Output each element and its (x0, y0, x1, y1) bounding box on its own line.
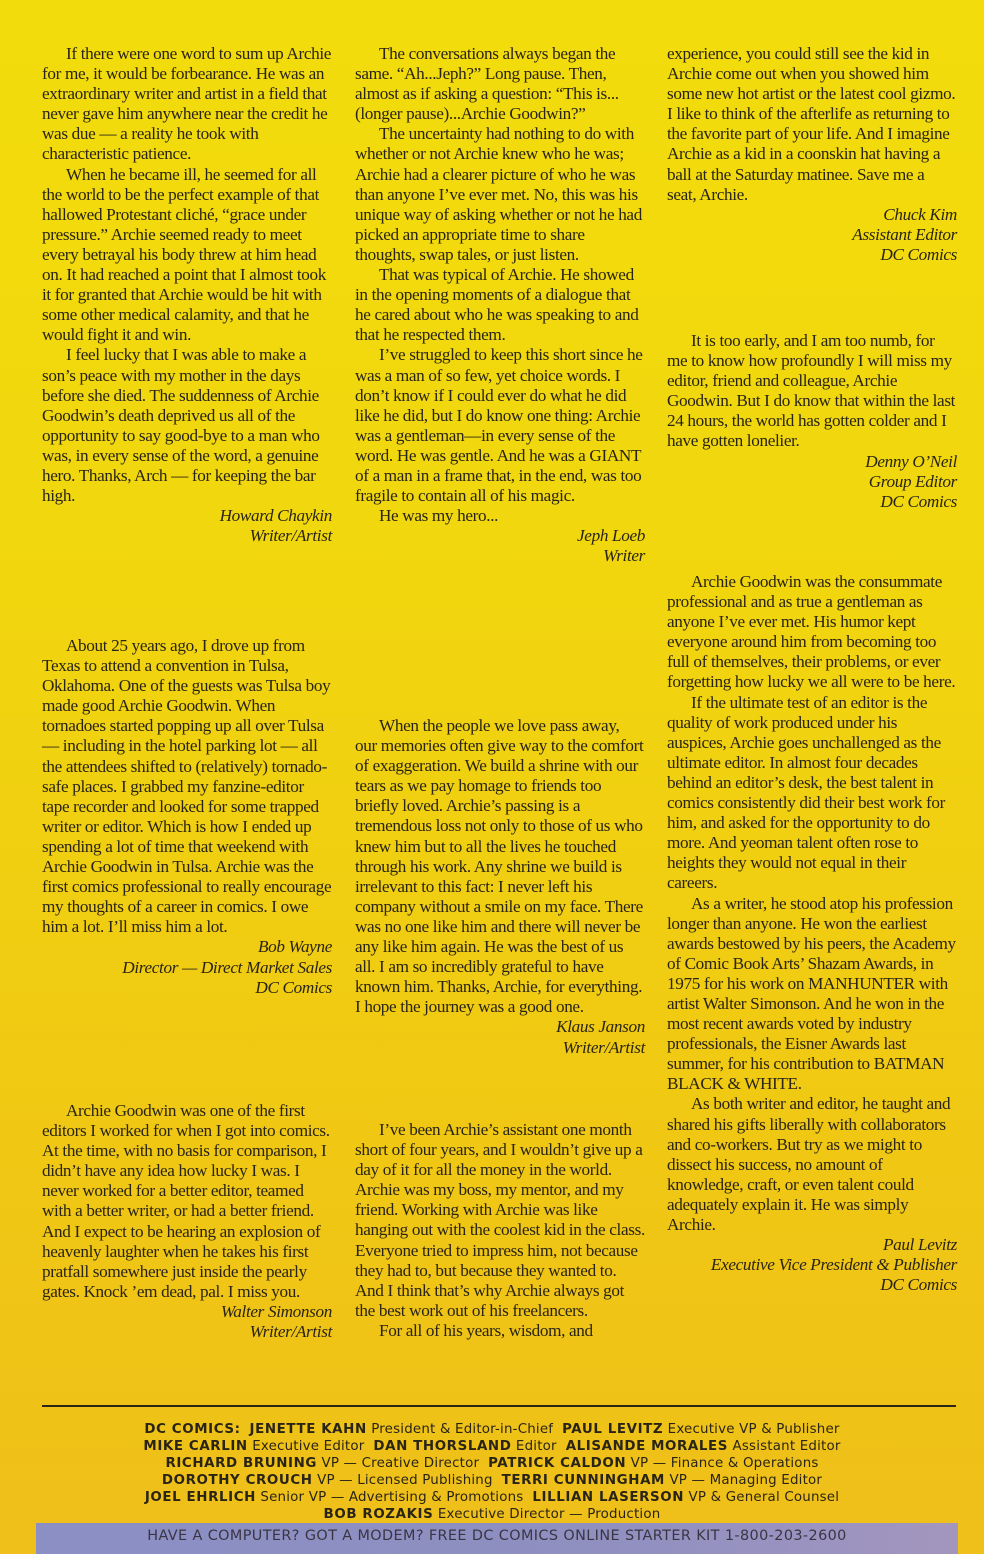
tribute-klaus-janson (355, 716, 645, 1058)
masthead-title: Executive VP & Publisher (667, 1422, 840, 1437)
paragraph: When he became ill, he seemed for all the world to be the perfect example of that hallowed Protestant cliché, “grace under pressure.” Archie seemed ready to meet every betrayal his body threw at him head on. It had reached a point that I almost took it for granted that Archie would be hit with some other medical calamity, and that he would fight it and win. (42, 164, 326, 345)
tribute-howard-chaykin (42, 44, 332, 546)
masthead-name: LILLIAN LASERSON (532, 1490, 685, 1505)
masthead-name: JOEL EHRLICH (144, 1490, 256, 1505)
paragraph: As a writer, he stood atop his profession longer than anyone. He won the earliest awards bestowed by his peers, the Academy of Comic Book Arts’ Shazam Awards, in 1975 for his work on MANHUNTER with artist Walter Simonson. And he won in the most recent awards voted by industry professionals, the Eisner Awards last summer, for his contribution to BATMAN BLACK & WHITE. (667, 893, 956, 1094)
paragraph: That was typical of Archie. He showed in the opening moments of a dialogue that he cared about who he was speaking to and that he respected them. (355, 265, 639, 345)
signature-title: Writer (603, 546, 645, 566)
masthead-name: JENETTE KAHN (249, 1422, 367, 1437)
paragraph: If there were one word to sum up Archie for me, it would be forbearance. He was an extraordinary writer and artist in a field that never gave him anywhere near the credit he was due — a reality he took with characteristic patience. (42, 44, 332, 164)
masthead-title: VP — Licensed Publishing (317, 1473, 493, 1488)
signature-title: Writer/Artist (562, 1037, 645, 1057)
masthead-title: President & Editor-in-Chief (371, 1422, 554, 1437)
masthead-title: VP — Managing Editor (669, 1473, 823, 1488)
divider-rule (42, 1405, 956, 1407)
signature-name: Klaus Janson (556, 1017, 645, 1037)
signature (42, 1302, 332, 1342)
masthead-title: Senior VP — Advertising & Promotions (260, 1490, 524, 1505)
signature-name: Walter Simonson (220, 1301, 332, 1321)
paragraph: When the people we love pass away, our memories often give way to the comfort of exaggeration. We build a shrine with our tears as we pay homage to friends too briefly loved. Archie’s passing is a tremendous loss not only to those of us who knew him but to all the lives he touched through his work. Any shrine we build is irrelevant to this fact: I never left his company without a smile on my face. There was no one like him and there will never be any like him again. He was the best of us all. I am so incredibly grateful to have known him. Thanks, Archie, for everything. I hope the journey was a good one. (355, 716, 644, 1017)
signature-name: Jeph Loeb (577, 526, 645, 546)
promo-text: HAVE A COMPUTER? GOT A MODEM? FREE DC COMICS ONLINE STARTER KIT 1-800-203-2600 (147, 1528, 847, 1544)
tribute-walter-simonson (42, 1101, 332, 1342)
masthead-name: RICHARD BRUNING (165, 1456, 317, 1471)
masthead-line-1 (0, 1421, 984, 1438)
promo-band (36, 1523, 958, 1554)
masthead (0, 1421, 984, 1523)
masthead-name: DAN THORSLAND (373, 1439, 512, 1454)
signature (667, 205, 957, 265)
masthead-title: Executive Director — Production (437, 1507, 661, 1522)
masthead-name: PATRICK CALDON (488, 1456, 627, 1471)
masthead-line-4 (0, 1472, 984, 1489)
tribute-chuck-kim-part-1 (355, 1120, 645, 1341)
masthead-title: Assistant Editor (732, 1439, 841, 1454)
tribute-bob-wayne (42, 636, 332, 998)
signature-title: Director — Direct Market Sales (122, 957, 332, 977)
masthead-title: Executive Editor (252, 1439, 365, 1454)
paragraph: The uncertainty had nothing to do with whether or not Archie knew who he was; Archie had a clearer picture of who he was than anyone I’ve ever met. No, this was his unique way of asking whether or not he had picked an appropriate time to share thoughts, swap tales, or just listen. (355, 124, 642, 264)
signature (42, 937, 332, 997)
signature-name: Howard Chaykin (219, 506, 332, 526)
signature-company: DC Comics (880, 491, 957, 511)
signature-name: Bob Wayne (257, 937, 332, 957)
signature (42, 506, 332, 546)
paragraph: The conversations always began the same. “Ah...Jeph?” Long pause. Then, almost as if asking a question: “This is...(longer pause)...Archie Goodwin?” (355, 44, 619, 124)
masthead-title: VP — Creative Director (321, 1456, 480, 1471)
signature-name: Denny O’Neil (865, 451, 957, 471)
tribute-denny-oneil (667, 331, 957, 512)
masthead-title: VP — Finance & Operations (630, 1456, 819, 1471)
masthead-name: PAUL LEVITZ (562, 1422, 664, 1437)
masthead-title: Editor (515, 1439, 557, 1454)
paragraph: Archie Goodwin was the consummate professional and as true a gentleman as anyone I’ve ever met. His humor kept everyone around him from becoming too full of themselves, their problems, or ever forgetting how lucky we all were to be here. (667, 572, 956, 692)
paragraph: If the ultimate test of an editor is the quality of work produced under his auspices, Archie goes unchallenged as the ultimate editor. In almost four decades behind an editor’s desk, the best talent in comics consistently did their best work for him, and asked for the opportunity to do more. And yeoman talent often rose to heights they would not equal in their careers. (667, 692, 946, 893)
signature-company: DC Comics (255, 977, 332, 997)
masthead-name: BOB ROZAKIS (323, 1507, 434, 1522)
paragraph: It is too early, and I am too numb, for me to know how profoundly I will miss my editor, friend and colleague, Archie Goodwin. But I do know that within the last 24 hours, the world has gotten colder and I have gotten lonelier. (667, 331, 956, 451)
signature-name: Chuck Kim (883, 204, 957, 224)
paragraph: I’ve struggled to keep this short since he was a man of so few, yet choice words. I don’t know if I could ever do what he did like he did, but I do know one thing: Archie was a gentleman—in every sense of the word. He was gentle. And he was a GIANT of a man in a frame that, in the end, was too fragile to contain all of his magic. (355, 345, 643, 506)
masthead-line-6 (0, 1506, 984, 1523)
signature (667, 1235, 957, 1295)
signature-title: Writer/Artist (249, 1322, 332, 1342)
tribute-paul-levitz (667, 572, 957, 1295)
signature (355, 1017, 645, 1057)
tribute-chuck-kim-part-2 (667, 44, 957, 265)
paragraph: I feel lucky that I was able to make a son’s peace with my mother in the days before she died. The suddenness of Archie Goodwin’s death deprived us all of the opportunity to say good-bye to a man who was, in every sense of the word, a genuine hero. Thanks, Arch — for keeping the bar high. (42, 345, 320, 506)
paragraph: Archie Goodwin was one of the first editors I worked for when I got into comics. At the time, with no basis for comparison, I didn’t have any idea how lucky I was. I never worked for a better editor, teamed with a better writer, or had a better friend. And I expect to be hearing an explosion of heavenly laughter when he takes his first pratfall somewhere just inside the pearly gates. Knock ’em dead, pal. I miss you. (42, 1101, 330, 1301)
paragraph: He was my hero... (379, 506, 499, 526)
masthead-title: VP & General Counsel (688, 1490, 840, 1505)
paragraph: About 25 years ago, I drove up from Texas to attend a convention in Tulsa, Oklahoma. One of the guests was Tulsa boy made good Archie Goodwin. When tornadoes started popping up all over Tulsa — including in the hotel parking lot — all the attendees shifted to (relatively) tornado-safe places. I grabbed my fanzine-editor tape recorder and looked for some trapped writer or editor. Which is how I ended up spending a lot of time that weekend with Archie Goodwin in Tulsa. Archie was the first comics professional to really encourage my thoughts of a career in comics. I owe him a lot. I’ll miss him a lot. (42, 636, 332, 937)
masthead-line-3 (0, 1455, 984, 1472)
tribute-columns (42, 44, 957, 1384)
tribute-jeph-loeb (355, 44, 645, 566)
signature-name: Paul Levitz (883, 1235, 957, 1255)
signature-title: Assistant Editor (852, 224, 957, 244)
masthead-name: MIKE CARLIN (143, 1439, 248, 1454)
masthead-name: DOROTHY CROUCH (161, 1473, 313, 1488)
masthead-name: TERRI CUNNINGHAM (501, 1473, 665, 1488)
signature-title: Group Editor (868, 471, 957, 491)
signature-title: Executive Vice President & Publisher (710, 1255, 957, 1275)
masthead-name: ALISANDE MORALES (565, 1439, 729, 1454)
signature-title: Writer/Artist (249, 526, 332, 546)
paragraph: For all of his years, wisdom, and (379, 1320, 593, 1340)
masthead-name: DC COMICS: (144, 1422, 241, 1437)
signature (667, 452, 957, 512)
signature-company: DC Comics (880, 244, 957, 264)
paragraph: As both writer and editor, he taught and shared his gifts liberally with collaborators and co-workers. But try as we might to dissect his success, no amount of knowledge, craft, or even talent could adequately explain it. He was simply Archie. (667, 1094, 951, 1234)
paragraph-continued: experience, you could still see the kid in Archie come out when you showed him some new hot artist or the latest cool gizmo. I like to think of the afterlife as returning to the favorite part of your life. And I imagine Archie as a kid in a coonskin hat having a ball at the Saturday matinee. Save me a seat, Archie. (667, 44, 956, 204)
masthead-line-2 (0, 1438, 984, 1455)
paragraph: I’ve been Archie’s assistant one month short of four years, and I wouldn’t give up a day of it for all the money in the world. Archie was my boss, my mentor, and my friend. Working with Archie was like hanging out with the coolest kid in the class. Everyone tried to impress him, not because they had to, but because they wanted to. And I think that’s why Archie always got the best work out of his freelancers. (355, 1120, 645, 1320)
masthead-line-5 (0, 1489, 984, 1506)
signature-company: DC Comics (880, 1275, 957, 1295)
signature (355, 526, 645, 566)
